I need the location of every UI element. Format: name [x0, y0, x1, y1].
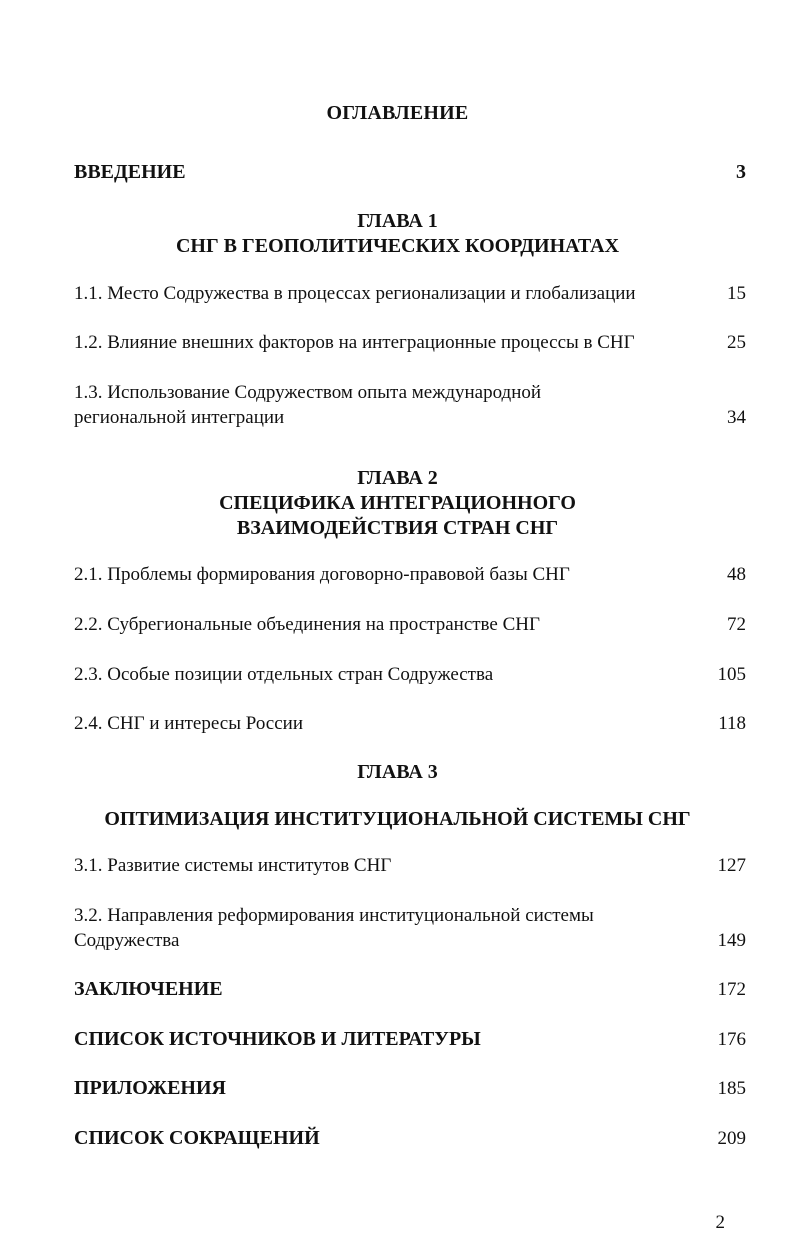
toc-entry-page: 34: [727, 407, 746, 428]
toc-entry-label: ПРИЛОЖЕНИЯ: [74, 1077, 226, 1099]
toc-entry-sources: [74, 1027, 746, 1052]
toc-entry-label-line1: 1.3. Использование Содружеством опыта международной: [74, 382, 542, 403]
toc-entry-label: 2.3. Особые позиции отдельных стран Содружества: [74, 664, 494, 685]
chapter-2-heading: [0, 466, 795, 541]
toc-entry-label: СПИСОК СОКРАЩЕНИЙ: [74, 1127, 320, 1149]
chapter-label: ГЛАВА 1: [357, 210, 438, 232]
toc-entry-page: 172: [717, 979, 746, 1000]
toc-entry-page: 3: [736, 161, 746, 183]
toc-entry-label: ЗАКЛЮЧЕНИЕ: [74, 978, 223, 1000]
toc-entry-page: 105: [717, 664, 746, 685]
chapter-title: ОПТИМИЗАЦИЯ ИНСТИТУЦИОНАЛЬНОЙ СИСТЕМЫ СНГ: [104, 808, 691, 830]
toc-entry-label: ВВЕДЕНИЕ: [74, 161, 186, 183]
toc-entry-2-4: [74, 711, 746, 736]
chapter-3-label: [0, 760, 795, 785]
toc-entry-page: 149: [717, 930, 746, 951]
toc-title: ОГЛАВЛЕНИЕ: [326, 102, 469, 124]
toc-entry-label: 2.1. Проблемы формирования договорно-правовой базы СНГ: [74, 564, 570, 585]
toc-entry-label: СПИСОК ИСТОЧНИКОВ И ЛИТЕРАТУРЫ: [74, 1028, 481, 1050]
toc-entry-label: 2.4. СНГ и интересы России: [74, 713, 303, 734]
toc-entry-page: 127: [717, 855, 746, 876]
toc-entry-1-2: [74, 330, 746, 355]
toc-entry-label: 3.1. Развитие системы институтов СНГ: [74, 855, 392, 876]
toc-entry-2-2: [74, 612, 746, 637]
toc-entry-2-1: [74, 562, 746, 587]
toc-entry-intro: [74, 160, 746, 185]
toc-entry-page: 48: [727, 564, 746, 585]
toc-entry-page: 209: [717, 1128, 746, 1149]
toc-entry-1-3: [74, 380, 746, 430]
toc-entry-label-line2: Содружества: [74, 930, 180, 951]
toc-entry-3-2: [74, 903, 746, 953]
toc-entry-page: 15: [727, 283, 746, 304]
chapter-title: СНГ В ГЕОПОЛИТИЧЕСКИХ КООРДИНАТАХ: [175, 235, 620, 257]
chapter-3-title: [0, 807, 795, 832]
toc-entry-1-1: [74, 281, 746, 306]
toc-entry-page: 185: [717, 1078, 746, 1099]
toc-entry-page: 25: [727, 332, 746, 353]
toc-entry-label-line1: 3.2. Направления реформирования институциональной системы: [74, 905, 594, 926]
chapter-title-line1: СПЕЦИФИКА ИНТЕГРАЦИОННОГО: [219, 492, 576, 514]
toc-entry-page: 176: [717, 1029, 746, 1050]
chapter-label: ГЛАВА 2: [357, 467, 438, 489]
toc-entry-3-1: [74, 853, 746, 878]
toc-entry-page: 118: [718, 713, 746, 734]
toc-entry-2-3: [74, 662, 746, 687]
toc-entry-abbreviations: [74, 1126, 746, 1151]
toc-entry-label: 1.2. Влияние внешних факторов на интеграционные процессы в СНГ: [74, 332, 635, 353]
toc-entry-page: 72: [727, 614, 746, 635]
toc-entry-label-line2: региональной интеграции: [74, 407, 285, 428]
chapter-label: ГЛАВА 3: [357, 761, 438, 783]
toc-entry-label: 1.1. Место Содружества в процессах регионализации и глобализации: [74, 283, 636, 304]
toc-entry-appendices: [74, 1076, 746, 1101]
page-number: 2: [715, 1212, 725, 1233]
chapter-1-heading: [0, 209, 795, 259]
toc-entry-label: 2.2. Субрегиональные объединения на пространстве СНГ: [74, 614, 540, 635]
chapter-title-line2: ВЗАИМОДЕЙСТВИЯ СТРАН СНГ: [236, 517, 559, 539]
toc-entry-conclusion: [74, 977, 746, 1002]
